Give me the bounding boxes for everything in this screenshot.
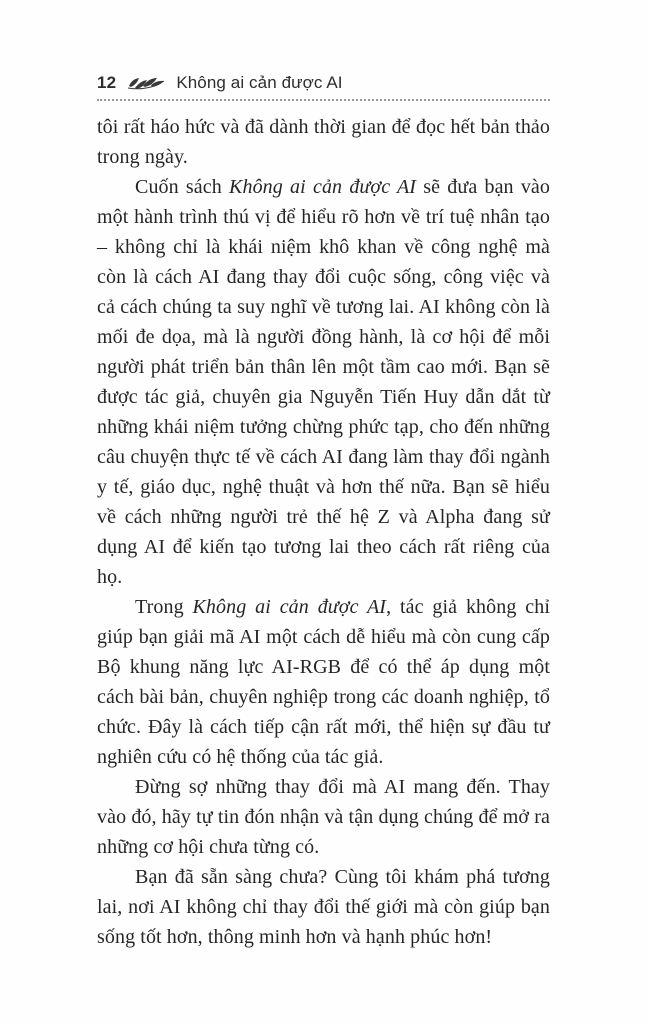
page-number: 12 [97,73,117,92]
book-title-emphasis: Không ai cản được AI [229,176,417,198]
running-title: Không ai cản được AI [176,73,343,92]
branch-ornament-icon [127,76,165,91]
page-body [97,112,550,952]
text-run: sẽ đưa bạn vào một hành trình thú vị để hiểu rõ hơn về trí tuệ nhân tạo – không chỉ là khái niệm khô khan về công nghệ mà còn là cách AI đang thay đổi cuộc sống, công việc và cả cách chúng ta suy nghĩ về tương lai. AI không còn là mối đe dọa, mà là người đồng hành, là cơ hội để mỗi người phát triển bản thân lên một tầm cao mới. Bạn sẽ được tác giả, chuyên gia Nguyễn Tiến Huy dẫn dắt từ những khái niệm tưởng chừng phức tạp, cho đến những câu chuyện thực tế về cách AI đang làm thay đổi ngành y tế, giáo dục, nghệ thuật và hơn thế nữa. Bạn sẽ hiểu về cách những người trẻ thế hệ Z và Alpha đang sử dụng AI để kiến tạo tương lai theo cách rất riêng của họ. [97,176,550,588]
dotted-separator [97,99,550,101]
text-run: , tác giả không chỉ giúp bạn giải mã AI một cách dễ hiểu mà còn cung cấp Bộ khung năng lực AI-RGB để có thể áp dụng một cách bài bản, chuyên nghiệp trong các doanh nghiệp, tổ chức. Đây là cách tiếp cận rất mới, thể hiện sự đầu tư nghiên cứu có hệ thống của tác giả. [97,596,550,768]
paragraph [97,172,550,592]
paragraph [97,862,550,952]
page-header [97,72,550,94]
paragraph [97,772,550,862]
text-run: Trong [135,596,193,618]
paragraph [97,112,550,172]
text-run: tôi rất háo hức và đã dành thời gian để đọc hết bản thảo trong ngày. [97,116,550,168]
book-title-emphasis: Không ai cản được AI [192,596,387,618]
text-run: Đừng sợ những thay đổi mà AI mang đến. Thay vào đó, hãy tự tin đón nhận và tận dụng chúng để mở ra những cơ hội chưa từng có. [97,776,550,858]
text-run: Cuốn sách [135,176,230,198]
paragraph [97,592,550,772]
text-run: Bạn đã sẵn sàng chưa? Cùng tôi khám phá tương lai, nơi AI không chỉ thay đổi thế giới mà còn giúp bạn sống tốt hơn, thông minh hơn và hạnh phúc hơn! [97,866,550,948]
